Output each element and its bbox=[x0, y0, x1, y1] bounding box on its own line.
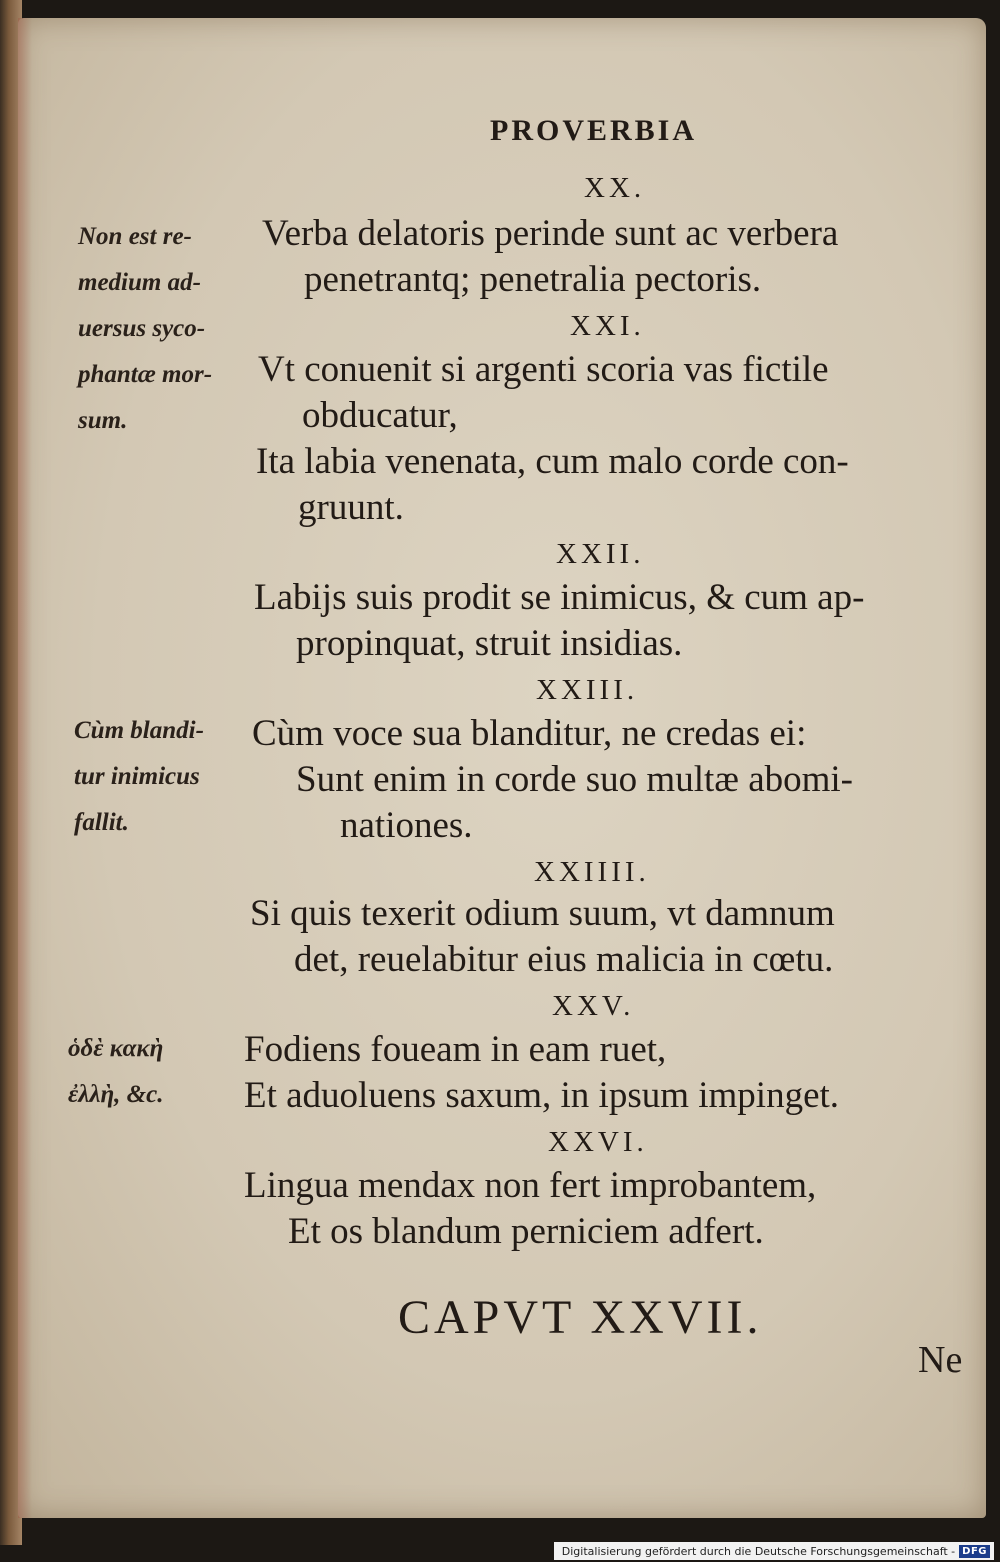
margin-note-line: medium ad- bbox=[78, 269, 201, 296]
verse-number: XXVI. bbox=[548, 1126, 648, 1158]
verse-number: XXII. bbox=[556, 538, 645, 570]
verse-line: Verba delatoris perinde sunt ac verbera bbox=[262, 213, 839, 254]
verse-line: gruunt. bbox=[298, 487, 404, 528]
verse-number: XX. bbox=[584, 172, 646, 204]
verse-number: XXIII. bbox=[536, 674, 639, 706]
verse-line: Ita labia venenata, cum malo corde con- bbox=[256, 441, 849, 482]
margin-note-line: ὁδὲ κακὴ bbox=[68, 1035, 164, 1062]
verse-line: Cùm voce sua blanditur, ne credas ei: bbox=[252, 713, 807, 754]
margin-note-line: phantæ mor- bbox=[78, 361, 213, 388]
verse-line: Si quis texerit odium suum, vt damnum bbox=[250, 893, 835, 934]
book-page bbox=[18, 18, 986, 1518]
verse-line: nationes. bbox=[340, 805, 473, 846]
verse-line: penetrantq; penetralia pectoris. bbox=[304, 259, 762, 300]
catchword: Ne bbox=[918, 1339, 963, 1381]
verse-number: XXV. bbox=[552, 990, 635, 1022]
verse-line: Vt conuenit si argenti scoria vas fictile bbox=[258, 349, 829, 390]
verse-line: Sunt enim in corde suo multæ abomi- bbox=[296, 759, 854, 800]
verse-line: Fodiens foueam in eam ruet, bbox=[244, 1029, 667, 1070]
verse-line: Et os blandum perniciem adfert. bbox=[288, 1211, 764, 1252]
verse-line: Lingua mendax non fert improbantem, bbox=[244, 1165, 817, 1206]
dfg-logo: DFG bbox=[959, 1545, 990, 1558]
margin-note-line: uersus syco- bbox=[78, 315, 206, 342]
verse-line: det, reuelabitur eius malicia in cœtu. bbox=[294, 939, 834, 980]
verse-line: propinquat, struit insidias. bbox=[296, 623, 683, 664]
verse-number: XXI. bbox=[570, 310, 645, 342]
margin-note-line: ἐλλὴ, &c. bbox=[68, 1081, 164, 1108]
running-head: PROVERBIA bbox=[490, 114, 698, 147]
verse-line: obducatur, bbox=[302, 395, 458, 436]
margin-note-line: Cùm blandi- bbox=[74, 717, 204, 744]
verse-line: Labijs suis prodit se inimicus, & cum ap- bbox=[254, 577, 865, 618]
margin-note-line: tur inimicus bbox=[74, 763, 200, 790]
footer-text: Digitalisierung gefördert durch die Deutsche Forschungsgemeinschaft - bbox=[561, 1544, 956, 1558]
verse-number: XXIIII. bbox=[534, 856, 650, 888]
verse-line: Et aduoluens saxum, in ipsum impinget. bbox=[244, 1075, 840, 1116]
margin-note-line: fallit. bbox=[74, 809, 129, 836]
chapter-heading: CAPVT XXVII. bbox=[398, 1291, 763, 1344]
margin-note-line: Non est re- bbox=[78, 223, 192, 250]
digitization-footer bbox=[554, 1542, 994, 1560]
margin-note-line: sum. bbox=[78, 407, 128, 434]
